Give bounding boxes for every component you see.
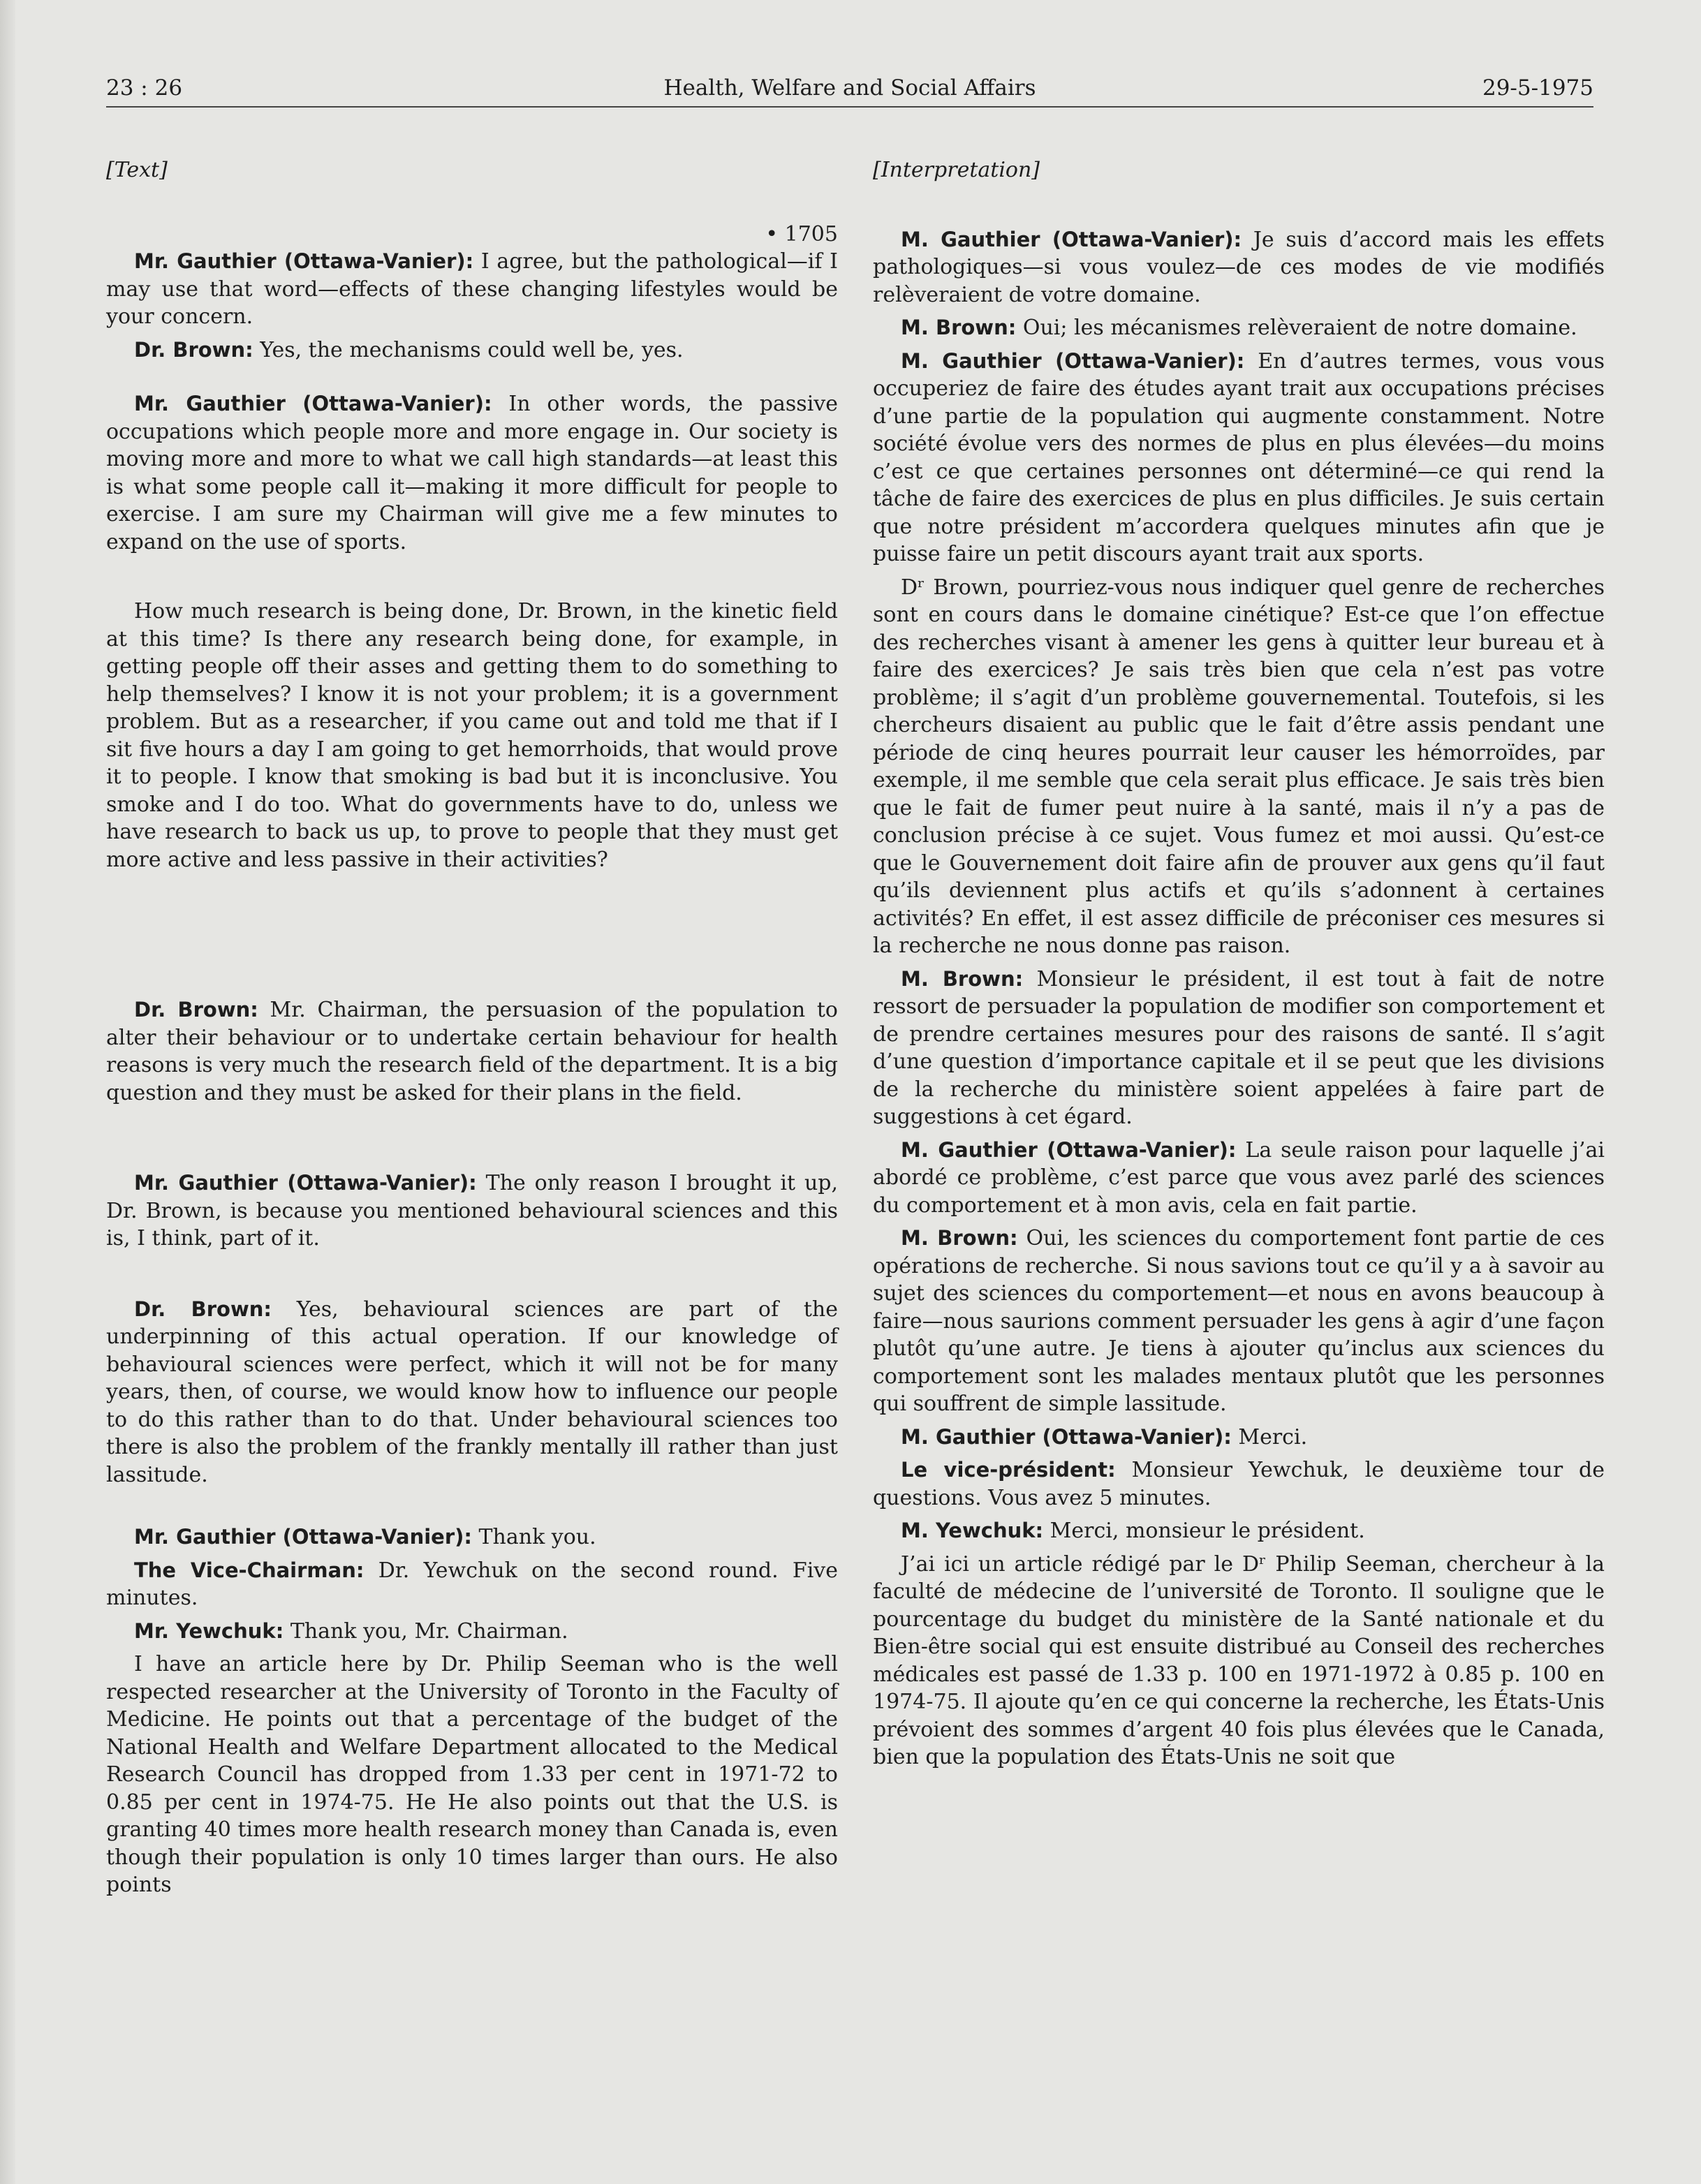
speech-text: Thank you. (472, 1525, 596, 1549)
speech-text: How much research is being done, Dr. Brown, in the kinetic field at this time? Is there any research being done, for example, in getting people off their asses and getting them to do something to help themselves? I know it is not your problem; it is a government problem. But as a researcher, if you came out and told me that if I sit five hours a day I am going to get hemorrhoids, that would prove it to people. I know that smoking is bad but it is inconclusive. You smoke and I do too. What do governments have to do, unless we have research to back us up, to prove to people that they must get more active and less passive in their activities? (106, 599, 838, 872)
speaker-name: M. Brown: (901, 316, 1017, 339)
transcript-paragraph (873, 1424, 1605, 1452)
transcript-paragraph (106, 1651, 838, 1899)
speech-text: In other words, the passive occupations which people more and more engage in. Our society is moving more and more to what we call high standards—at least this is what some people call it—making it more difficult for people to exercise. I am sure my Chairman will give me a few minutes to expand on the use of sports. (106, 392, 838, 554)
speech-text: Merci, monsieur le président. (1043, 1519, 1365, 1543)
transcript-paragraph (106, 1618, 838, 1646)
speech-text: The only reason I brought it up, Dr. Brown, is because you mentioned behavioural sciences and this is, I think, part of it. (106, 1171, 839, 1250)
speech-text: Dr. Yewchuk on the second round. Five minutes. (106, 1558, 839, 1610)
speaker-name: Mr. Gauthier (Ottawa-Vanier): (134, 249, 474, 273)
transcript-paragraph (106, 337, 838, 364)
transcript-paragraph (873, 1551, 1605, 1771)
header-page-number: 23 : 26 (106, 75, 183, 101)
speaker-name: Mr. Gauthier (Ottawa-Vanier): (134, 1171, 477, 1195)
speaker-name: M. Brown: (901, 1226, 1018, 1250)
transcript-paragraph (873, 1137, 1605, 1220)
transcript-paragraph (106, 390, 838, 556)
speaker-name: M. Gauthier (Ottawa-Vanier): (901, 1137, 1237, 1162)
speech-text: Thank you, Mr. Chairman. (284, 1618, 568, 1644)
speaker-name: Dr. Brown: (134, 337, 253, 362)
transcript-paragraph (873, 314, 1605, 342)
transcript-paragraph (873, 574, 1605, 960)
transcript-paragraph (106, 1523, 838, 1551)
header-date: 29-5-1975 (1482, 75, 1593, 101)
speaker-name: Mr. Gauthier (Ottawa-Vanier): (134, 392, 492, 415)
transcript-paragraph (106, 598, 838, 873)
speech-text: En d’autres termes, vous vous occuperiez de faire des études ayant trait aux occupations précises d’une partie de la population qui augmente constamment. Notre société évolue vers des normes de plus en plus élevées—du moins c’est ce que certaines personnes ont déterminé—ce qui rend la tâche de faire des exercices de plus en plus difficiles. Je suis certain que notre président m’accordera quelques minutes afin que je puisse faire un petit discours ayant trait aux sports. (873, 348, 1605, 566)
speech-text: I agree, but the pathological—if I may use that word—effects of these changing lifestyles would be your concern. (106, 249, 838, 329)
transcript-paragraph (873, 348, 1605, 568)
speech-text: I have an article here by Dr. Philip Seeman who is the well respected researcher at the University of Toronto in the Faculty of Medicine. He points out that a percentage of the budget of the National Health and Welfare Department allocated to the Medical Research Council has dropped from 1.33 per cent in 1971-72 to 0.85 per cent in 1974-75. He He also points out that the U.S. is granting 40 times more health research money than Canada is, even though their population is only 10 times larger than ours. He also points (106, 1652, 838, 1897)
french-column (873, 156, 1605, 1777)
speaker-name: M. Gauthier (Ottawa-Vanier): (901, 348, 1245, 373)
page-header (106, 73, 1593, 108)
speaker-name: M. Gauthier (Ottawa-Vanier): (901, 227, 1242, 251)
transcript-paragraph (106, 248, 838, 331)
speaker-name: M. Brown: (901, 966, 1024, 991)
speech-text: Monsieur le président, il est tout à fait de notre ressort de persuader la population de modifier son comportement et de prendre certaines mesures pour des raisons de santé. Il s’agit d’une question d’importance capitale et il se peut que les divisions de la recherche du ministère soient appelées à faire part de suggestions à cet égard. (873, 966, 1605, 1129)
header-title: Health, Welfare and Social Affairs (663, 75, 1036, 101)
time-marker: • 1705 (765, 221, 838, 246)
speech-text: Mr. Chairman, the persuasion of the population to alter their behaviour or to undertake certain behaviour for health reasons is very much the research field of the department. It is a big question and they must be asked for their plans in the field. (106, 998, 838, 1105)
transcript-paragraph (873, 1517, 1605, 1545)
transcript-paragraph (873, 226, 1605, 309)
speech-text: J’ai ici un article rédigé par le Dʳ Philip Seeman, chercheur à la faculté de médecine de l’université de Toronto. Il souligne que le pourcentage du budget du ministère de la Santé nationale et du Bien-être social qui est ensuite distribué au Conseil des recherches médicales est passé de 1.33 p. 100 en 1971-1972 à 0.85 p. 100 en 1974-75. Il ajoute qu’en ce qui concerne la recherche, les États-Unis prévoient des sommes d’argent 40 fois plus élevées que le Canada, bien que la population des États-Unis ne soit que (873, 1551, 1605, 1769)
column-label-interpretation: [Interpretation] (873, 158, 1040, 182)
speaker-name: The Vice-Chairman: (134, 1558, 364, 1582)
column-label-text: [Text] (106, 158, 168, 182)
page-edge (0, 0, 15, 2184)
speech-text: Oui, les sciences du comportement font partie de ces opérations de recherche. Si nous savions tout ce qu’il y a à savoir au sujet des sciences du comportement—et nous en avons beaucoup à faire—nous saurions comment persuader les gens à agir d’une façon plutôt qu’une autre. Je tiens à ajouter qu’inclus aux sciences du comportement sont les malades mentaux plutôt que les personnes qui souffrent de simple lassitude. (873, 1226, 1605, 1416)
speech-text: Yes, behavioural sciences are part of the underpinning of this actual operation. If our knowledge of behavioural sciences were perfect, which it will not be for many years, then, of course, we would know how to influence our people to do this rather than to do that. Under behavioural sciences too there is also the problem of the frankly mentally ill rather than just lassitude. (106, 1297, 838, 1487)
speaker-name: Le vice-président: (901, 1458, 1116, 1482)
transcript-paragraph (106, 996, 838, 1107)
speech-text: Monsieur Yewchuk, le deuxième tour de questions. Vous avez 5 minutes. (873, 1458, 1605, 1510)
speech-text: Dʳ Brown, pourriez-vous nous indiquer quel genre de recherches sont en cours dans le domaine cinétique? Est-ce que l’on effectue des recherches visant à amener les gens à quitter leur bureau et à faire des exercices? Je sais très bien que cela n’est pas votre problème; il s’agit d’un problème gouvernemental. Toutefois, si les chercheurs disaient au public que le fait d’être assis pendant une période de cinq heures pourrait leur causer les hémorroïdes, par exemple, il me semble que cela serait plus efficace. Je sais très bien que le fait de fumer peut nuire à la santé, mais il n’y a pas de conclusion précise à ce sujet. Vous fumez et moi aussi. Qu’est-ce que le Gouvernement doit faire afin de prouver aux gens qu’il faut qu’ils deviennent plus actifs et qu’ils s’adonnent à certaines activités? En effet, il est assez difficile de préconiser ces mesures si la recherche ne nous donne pas raison. (873, 575, 1605, 958)
speech-text: Je suis d’accord mais les effets pathologiques—si vous voulez—de ces modes de vie modifiés relèveraient de votre domaine. (873, 227, 1605, 307)
speaker-name: Mr. Yewchuk: (134, 1618, 284, 1643)
speaker-name: M. Yewchuk: (901, 1519, 1044, 1542)
speech-text: Oui; les mécanismes relèveraient de notre domaine. (1016, 316, 1577, 340)
transcript-paragraph (106, 1296, 838, 1489)
transcript-paragraph (873, 1456, 1605, 1512)
speaker-name: Dr. Brown: (134, 1297, 272, 1321)
speech-text: Yes, the mechanisms could well be, yes. (253, 337, 684, 362)
speaker-name: M. Gauthier (Ottawa-Vanier): (901, 1424, 1232, 1449)
speaker-name: Dr. Brown: (134, 998, 258, 1021)
speech-text: La seule raison pour laquelle j’ai abordé ce problème, c’est parce que vous avez parlé des sciences du comportement et à mon avis, cela en fait partie. (873, 1137, 1605, 1218)
english-column (106, 156, 838, 1905)
transcript-paragraph (106, 1170, 838, 1253)
speaker-name: Mr. Gauthier (Ottawa-Vanier): (134, 1525, 472, 1549)
transcript-paragraph (873, 966, 1605, 1131)
transcript-paragraph (106, 1557, 838, 1612)
speech-text: Merci. (1231, 1424, 1308, 1449)
transcript-paragraph (873, 1225, 1605, 1418)
